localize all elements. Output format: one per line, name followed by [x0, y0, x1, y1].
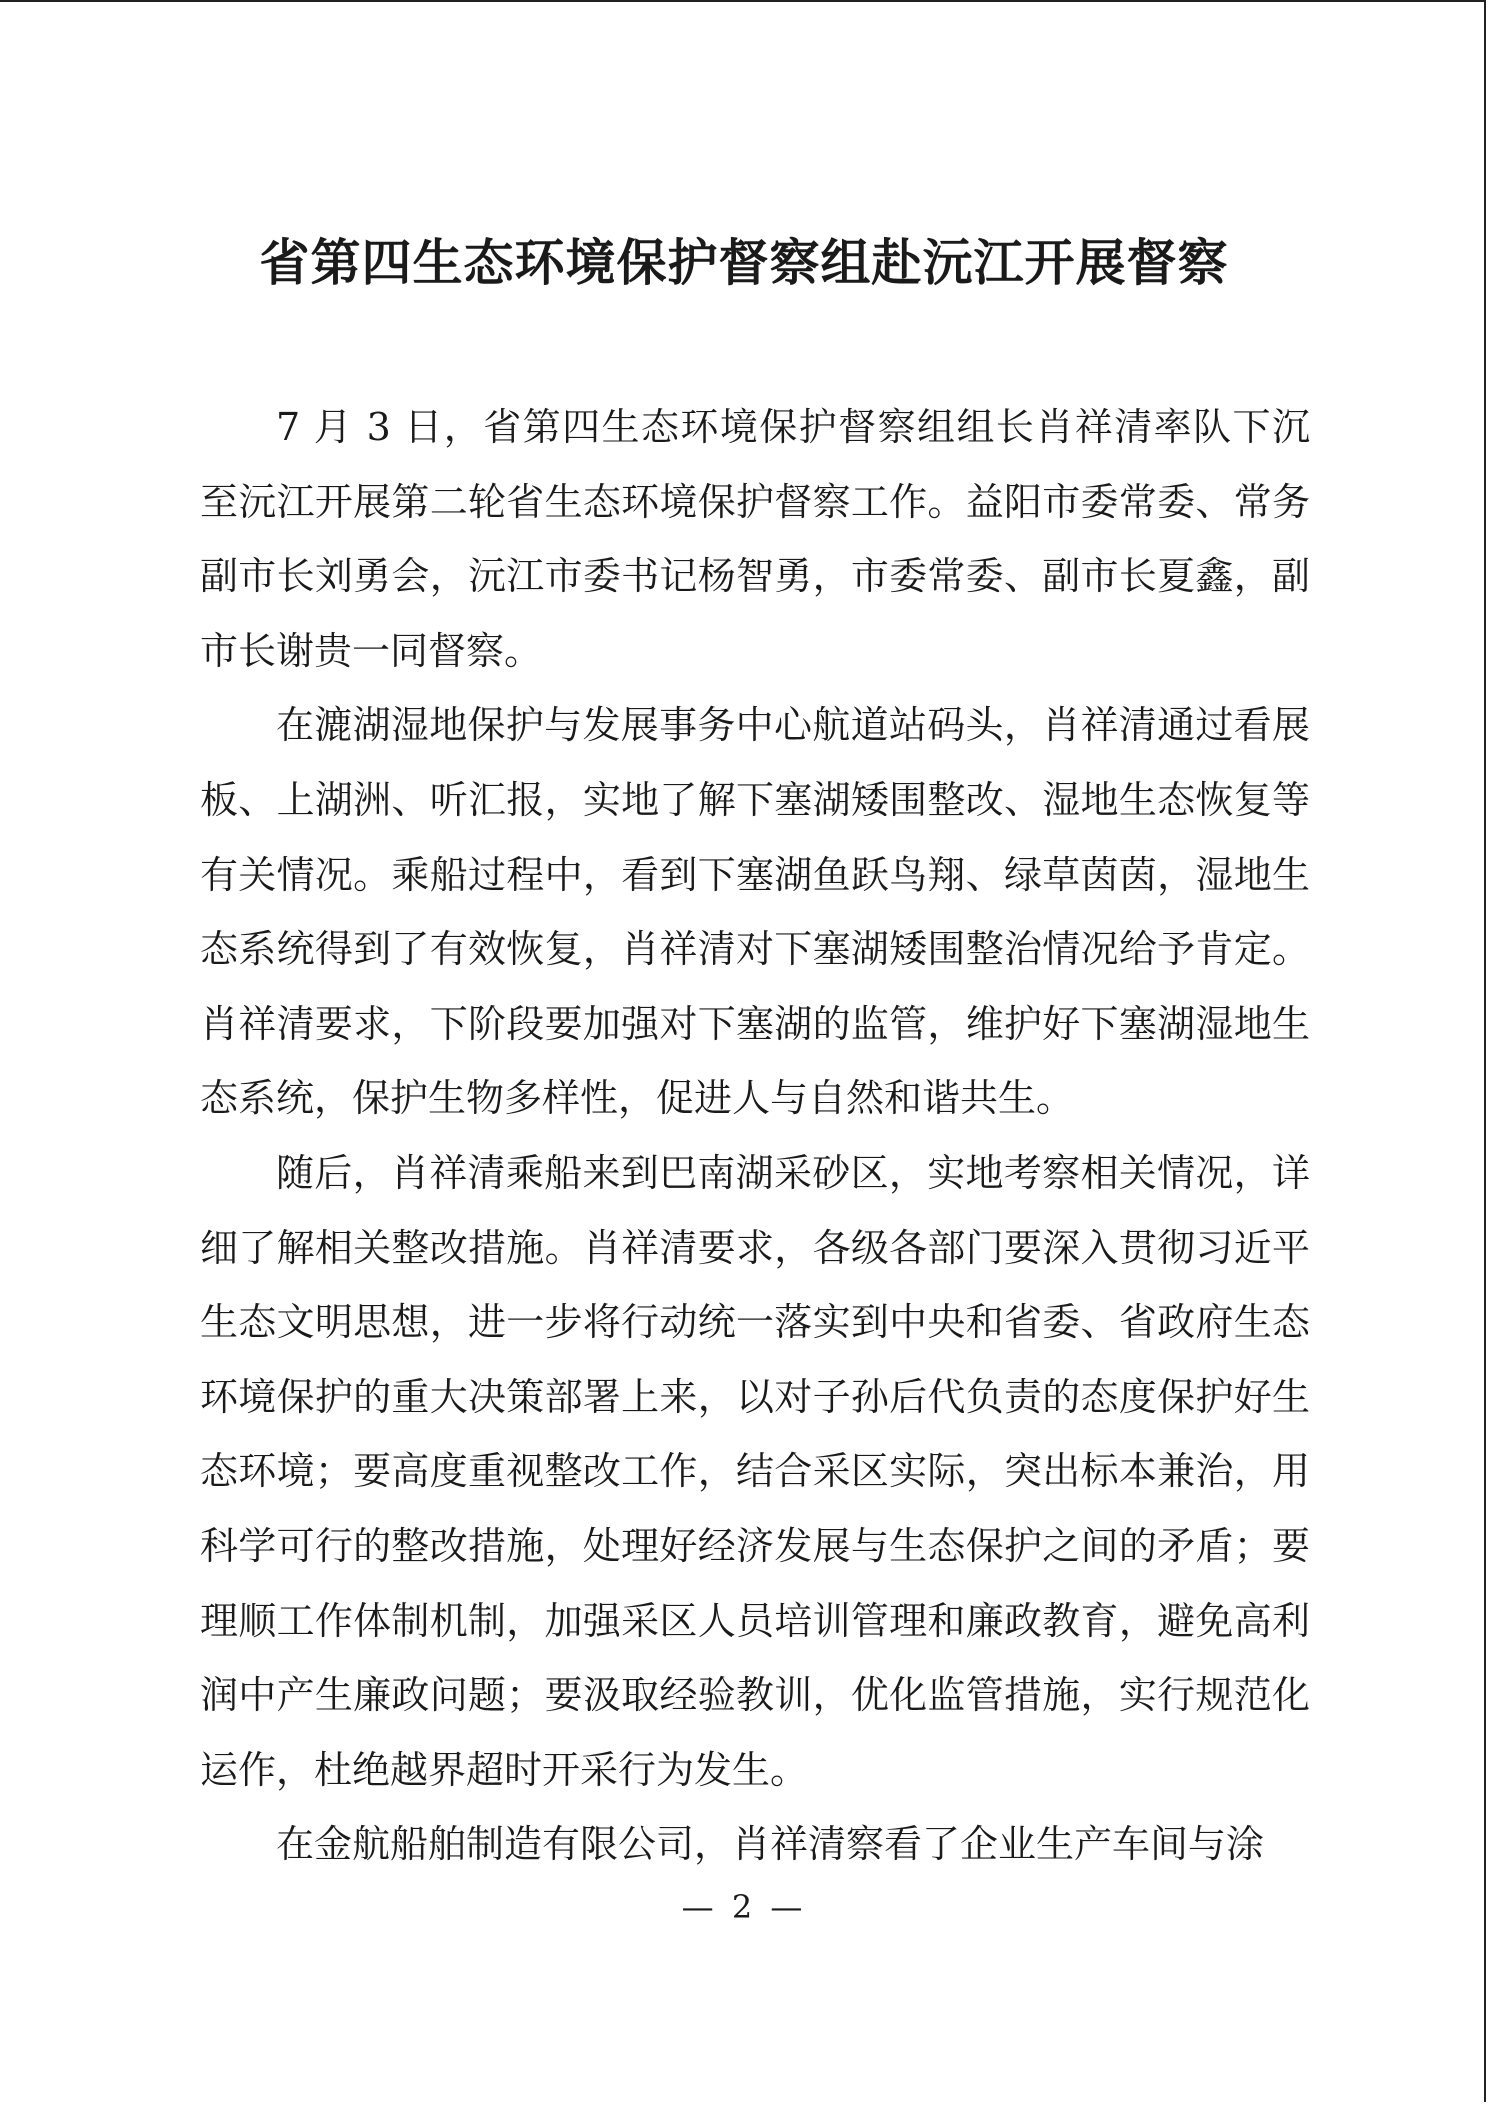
document-body [200, 390, 1310, 1882]
paragraph-3: 随后，肖祥清乘船来到巴南湖采砂区，实地考察相关情况，详细了解相关整改措施。肖祥清要求，各级各部门要深入贯彻习近平生态文明思想，进一步将行动统一落实到中央和省委、省政府生态环境保护的重大决策部署上来，以对子孙后代负责的态度保护好生态环境；要高度重视整改工作，结合采区实际，突出标本兼治，用科学可行的整改措施，处理好经济发展与生态保护之间的矛盾；要理顺工作体制机制，加强采区人员培训管理和廉政教育，避免高利润中产生廉政问题；要汲取经验教训，优化监管措施，实行规范化运作，杜绝越界超时开采行为发生。 [200, 1150, 1310, 1792]
paragraph-1: 7 月 3 日，省第四生态环境保护督察组组长肖祥清率队下沉至沅江开展第二轮省生态环境保护督察工作。益阳市委常委、常务副市长刘勇会，沅江市委书记杨智勇，市委常委、副市长夏鑫，副市长谢贵一同督察。 [200, 405, 1310, 673]
paragraph-4: 在金航船舶制造有限公司，肖祥清察看了企业生产车间与涂 [276, 1822, 1265, 1867]
page-number: — 2 — [681, 1888, 807, 1926]
paragraph-2: 在漉湖湿地保护与发展事务中心航道站码头，肖祥清通过看展板、上湖洲、听汇报，实地了解下塞湖矮围整改、湿地生态恢复等有关情况。乘船过程中，看到下塞湖鱼跃鸟翔、绿草茵茵，湿地生态系统得到了有效恢复，肖祥清对下塞湖矮围整治情况给予肯定。肖祥清要求，下阶段要加强对下塞湖的监管，维护好下塞湖湿地生态系统，保护生物多样性，促进人与自然和谐共生。 [200, 703, 1310, 1121]
document-title: 省第四生态环境保护督察组赴沅江开展督察 [259, 234, 1229, 292]
